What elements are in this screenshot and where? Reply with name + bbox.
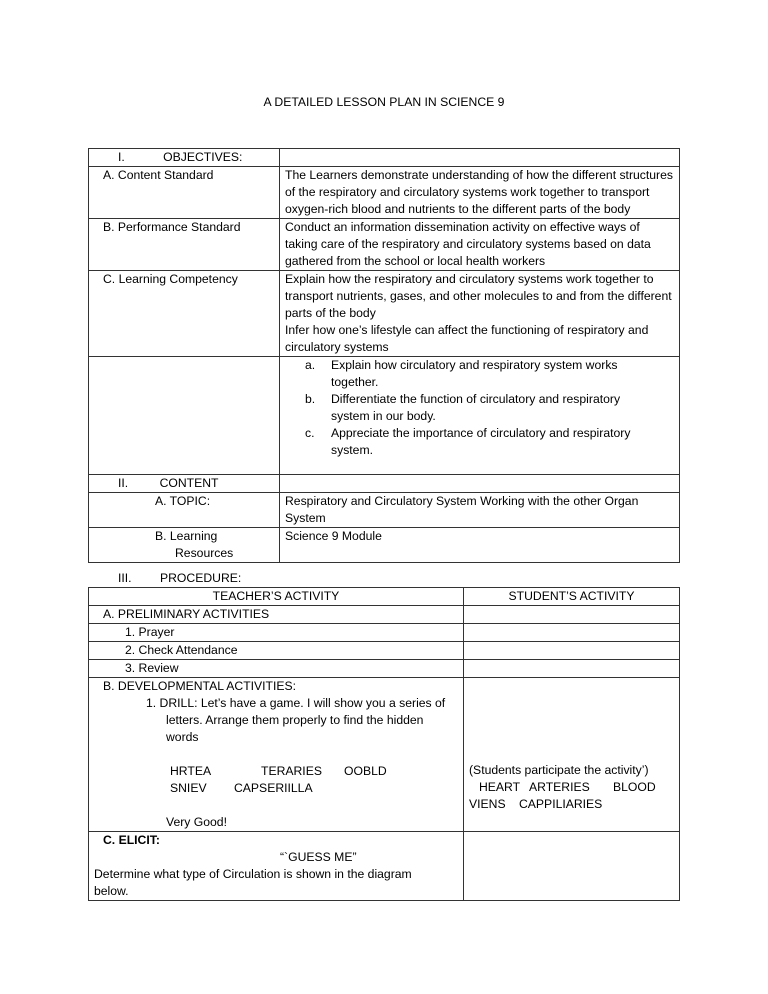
resources-label-cell	[89, 528, 280, 563]
jumbled-row-2	[94, 780, 458, 797]
sub-objective: b. Differentiate the function of circulatory and respiratory system in our body.	[305, 392, 621, 423]
developmental-cell	[89, 678, 464, 832]
drill-line-3: words	[166, 730, 199, 744]
very-good-text: Very Good!	[166, 815, 227, 829]
answers-row-2	[469, 796, 674, 813]
sub-objective: c. Appreciate the importance of circulatory and respiratory system.	[305, 426, 631, 457]
determine-line-2: below.	[94, 884, 129, 898]
objectives-content-table	[88, 148, 680, 563]
procedure-heading: PROCEDURE:	[160, 571, 242, 585]
drill-line-2: letters. Arrange them properly to find the hidden	[166, 713, 424, 727]
prayer-item: 1. Prayer	[89, 624, 464, 642]
resources-label: B. Learning	[155, 529, 218, 543]
content-standard-text: The Learners demonstrate understanding of how the different structures of the respiratory and circulatory systems work together to transport oxygen-rich blood and nutrients to the different parts of the body	[280, 167, 680, 219]
jumbled-word: TERARIES	[261, 764, 322, 778]
determine-line-1: Determine what type of Circulation is shown in the diagram	[94, 867, 412, 881]
preliminary-activities: A. PRELIMINARY ACTIVITIES	[89, 606, 464, 624]
answer-word: BLOOD	[613, 780, 656, 794]
content-standard-label: A. Content Standard	[89, 167, 280, 219]
procedure-number: III.	[118, 571, 132, 585]
developmental-activities: B. DEVELOPMENTAL ACTIVITIES:	[103, 679, 297, 693]
learning-competency-label: C. Learning Competency	[89, 271, 280, 357]
learning-competency-text-1: Explain how the respiratory and circulatory systems work together to transport nutrients, gases, and other molecules to and from the different parts of the body	[285, 272, 672, 320]
jumbled-word: OOBLD	[344, 764, 387, 778]
empty-cell	[280, 475, 680, 493]
answers-row-1	[469, 779, 674, 796]
student-response-cell	[464, 678, 680, 832]
jumbled-word: SNIEV	[170, 781, 207, 795]
objectives-number: I.	[118, 150, 125, 164]
elicit-cell	[89, 832, 464, 901]
teacher-activity-header: TEACHER’S ACTIVITY	[89, 588, 464, 606]
review-item: 3. Review	[89, 660, 464, 678]
answer-word: HEART	[479, 780, 521, 794]
resources-label-2: Resources	[175, 546, 234, 560]
empty-cell	[464, 832, 680, 901]
drill-line-1: 1. DRILL: Let’s have a game. I will show you a series of	[146, 696, 446, 710]
learning-competency-text-2: Infer how one’s lifestyle can affect the functioning of respiratory and circulatory systems	[285, 323, 649, 354]
empty-cell	[464, 606, 680, 624]
empty-cell	[464, 624, 680, 642]
performance-standard-label: B. Performance Standard	[89, 219, 280, 271]
jumbled-row-1	[94, 763, 458, 780]
content-number: II.	[118, 476, 129, 490]
attendance-item: 2. Check Attendance	[89, 642, 464, 660]
content-heading: CONTENT	[159, 476, 219, 490]
student-response: (Students participate the activity’)	[469, 763, 649, 777]
jumbled-word: CAPSERIILLA	[234, 781, 313, 795]
sub-objectives-cell	[280, 357, 680, 475]
procedure-table	[88, 587, 680, 901]
objectives-heading: OBJECTIVES:	[163, 150, 243, 164]
answer-word: VIENS	[469, 797, 506, 811]
empty-cell	[280, 149, 680, 167]
sub-objective: a. Explain how circulatory and respiratory system works together.	[305, 358, 618, 389]
objectives-heading-cell	[89, 149, 280, 167]
jumbled-word: HRTEA	[170, 764, 212, 778]
resources-text: Science 9 Module	[280, 528, 680, 563]
empty-cell	[464, 642, 680, 660]
performance-standard-text: Conduct an information dissemination activity on effective ways of taking care of the respiratory and circulatory systems based on data gathered from the school or local health workers	[280, 219, 680, 271]
answer-word: ARTERIES	[529, 780, 590, 794]
topic-label: A. TOPIC:	[89, 493, 280, 528]
empty-cell	[464, 660, 680, 678]
empty-cell	[89, 357, 280, 475]
document-title: A DETAILED LESSON PLAN IN SCIENCE 9	[263, 95, 505, 109]
answer-word: CAPPILIARIES	[519, 797, 603, 811]
content-heading-cell	[89, 475, 280, 493]
learning-competency-cell	[280, 271, 680, 357]
topic-text: Respiratory and Circulatory System Working with the other Organ System	[280, 493, 680, 528]
elicit-heading: C. ELICIT:	[103, 833, 160, 847]
guess-me-heading: “`GUESS ME”	[280, 850, 357, 864]
student-activity-header: STUDENT’S ACTIVITY	[464, 588, 680, 606]
